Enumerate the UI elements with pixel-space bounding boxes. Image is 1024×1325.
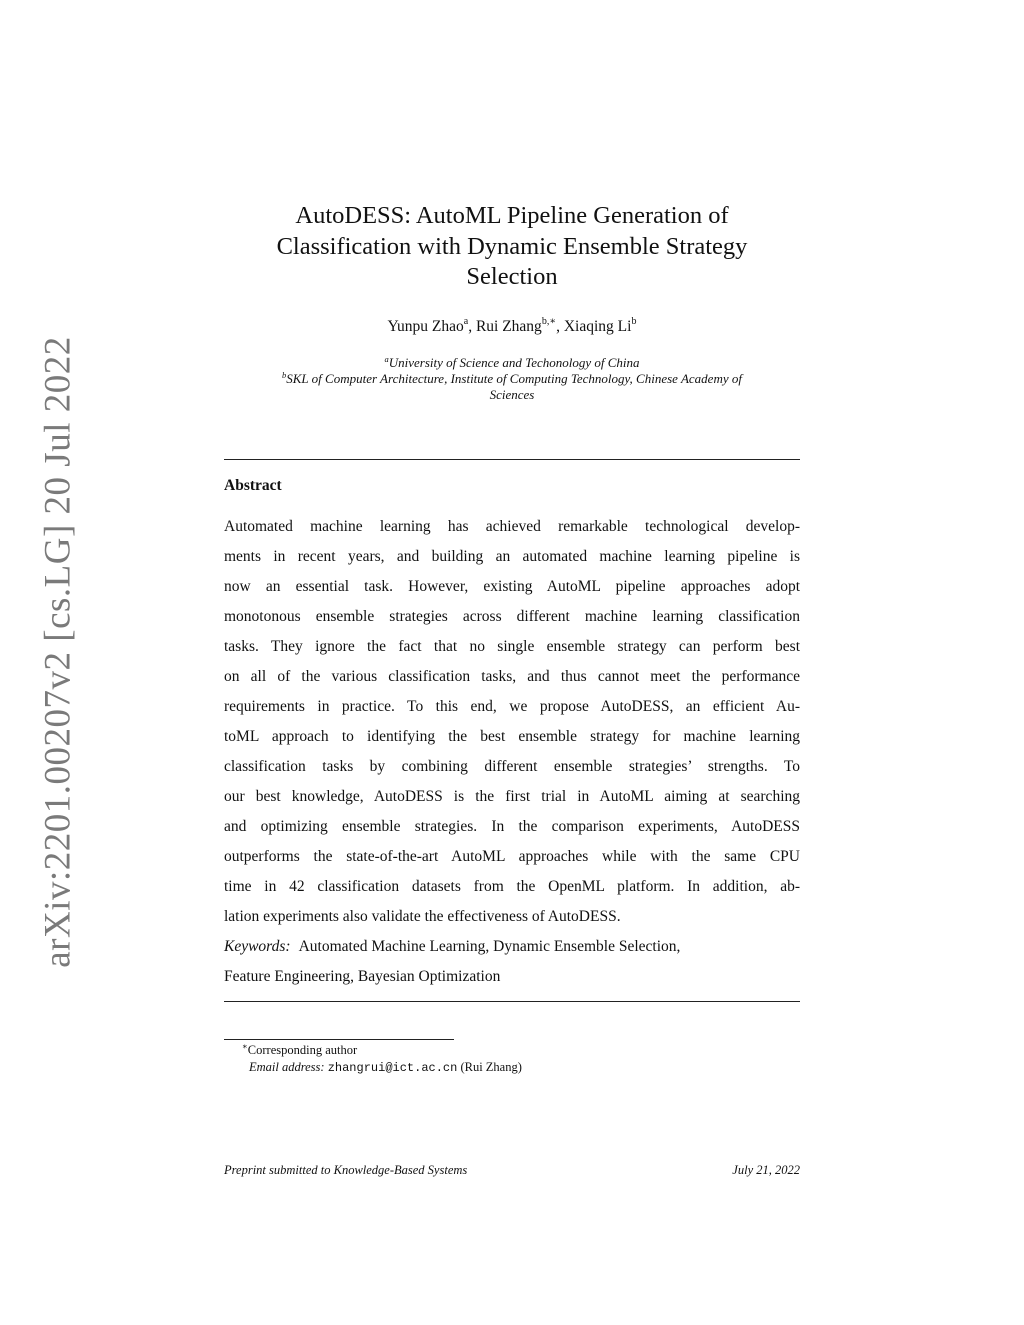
abstract-line: monotonous ensemble strategies across different machine learning classification: [224, 608, 800, 625]
preprint-note: Preprint submitted to Knowledge-Based Systems: [224, 1163, 468, 1177]
abstract-line: requirements in practice. To this end, we propose AutoDESS, an efficient Au-: [224, 698, 800, 715]
affiliation-text: Sciences: [489, 387, 535, 402]
affiliation-mark: a: [384, 354, 389, 364]
author-name: Xiaqing Li: [563, 318, 632, 335]
affiliation-text: SKL of Computer Architecture, Institute of Computing Technology, Chinese Academy of: [286, 371, 742, 386]
author-list: [224, 318, 800, 336]
affiliation-line: [212, 371, 812, 387]
title-line: Classification with Dynamic Ensemble Strategy: [276, 232, 748, 260]
affiliation-mark: b: [282, 370, 287, 380]
footnote-rule: [224, 1039, 454, 1040]
abstract-line: Automated machine learning has achieved remarkable technological develop-: [224, 518, 800, 535]
affiliation-text: University of Science and Techonology of China: [388, 355, 640, 370]
keywords-label: Keywords:: [224, 938, 291, 955]
author-affiliation-mark: b,∗: [541, 316, 557, 327]
title-line: AutoDESS: AutoML Pipeline Generation of: [295, 202, 729, 229]
abstract-line: ments in recent years, and building an automated machine learning pipeline is: [224, 548, 800, 565]
abstract-line: our best knowledge, AutoDESS is the first trial in AutoML aiming at searching: [224, 788, 800, 805]
email-link[interactable]: zhangrui@ict.ac.cn: [327, 1061, 458, 1075]
email-label: Email address:: [249, 1060, 325, 1074]
author-affiliation-mark: a: [463, 316, 469, 327]
footnote: [242, 1042, 522, 1077]
affiliation-list: [212, 355, 812, 403]
title-line: Selection: [466, 263, 558, 290]
abstract-body: [224, 512, 800, 932]
preprint-date: July 21, 2022: [732, 1163, 800, 1177]
abstract-top-rule: [224, 459, 800, 460]
affiliation-line: [212, 387, 812, 403]
author-name: Yunpu Zhao: [387, 318, 464, 335]
abstract-line: toML approach to identifying the best ensemble strategy for machine learning: [224, 728, 800, 745]
keywords-text: Feature Engineering, Bayesian Optimization: [224, 968, 501, 985]
abstract-line: time in 42 classification datasets from the OpenML platform. In addition, ab-: [224, 878, 800, 895]
paper-title: [212, 201, 812, 293]
footnote-email: [242, 1059, 522, 1077]
abstract-line: and optimizing ensemble strategies. In the comparison experiments, AutoDESS: [224, 818, 800, 835]
keywords-line: [224, 962, 800, 992]
keywords-block: [224, 932, 800, 992]
affiliation-line: [212, 355, 812, 371]
abstract-line: classification tasks by combining different ensemble strategies’ strengths. To: [224, 758, 800, 775]
author-separator: ,: [556, 318, 564, 335]
footnote-corresponding-text: Corresponding author: [247, 1043, 358, 1057]
abstract-line: outperforms the state-of-the-art AutoML approaches while with the same CPU: [224, 848, 800, 865]
author-affiliation-mark: b: [631, 316, 637, 327]
abstract-line: on all of the various classification tasks, and thus cannot meet the performance: [224, 668, 800, 685]
abstract-heading: Abstract: [224, 477, 282, 494]
abstract-line: now an essential task. However, existing AutoML pipeline approaches adopt: [224, 578, 800, 595]
footnote-mark: ∗: [242, 1041, 248, 1051]
abstract-bottom-rule: [224, 1001, 800, 1002]
author-separator: ,: [468, 318, 476, 335]
footnote-corresponding: [242, 1042, 522, 1059]
abstract-line: lation experiments also validate the effectiveness of AutoDESS.: [224, 908, 621, 925]
arxiv-identifier-stamp: arXiv:2201.00207v2 [cs.LG] 20 Jul 2022: [37, 336, 79, 968]
email-owner: (Rui Zhang): [460, 1060, 522, 1074]
author-name: Rui Zhang: [475, 318, 542, 335]
keywords-line: [224, 932, 800, 962]
keywords-text: Automated Machine Learning, Dynamic Ensemble Selection,: [298, 938, 681, 955]
abstract-line: tasks. They ignore the fact that no single ensemble strategy can perform best: [224, 638, 800, 655]
